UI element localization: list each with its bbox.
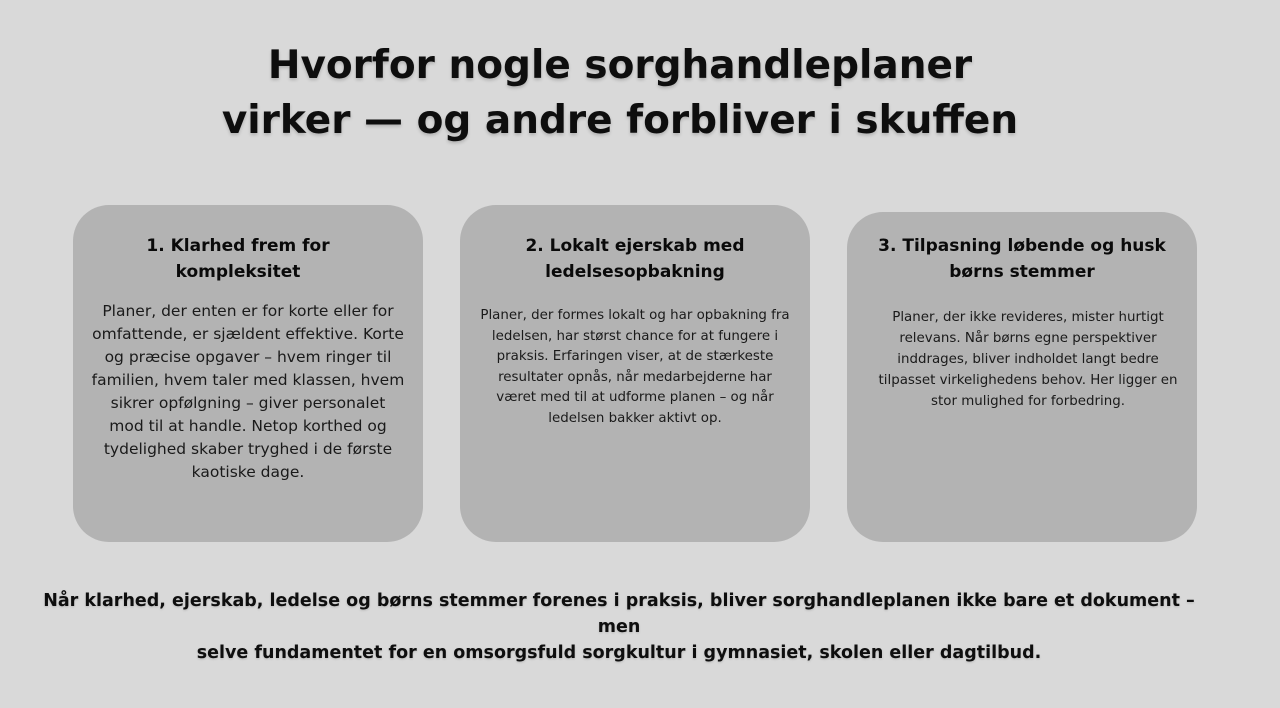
card-adaptation [847,212,1197,542]
page-title [140,38,1100,148]
page-title-line-2: virker — og andre forbliver i skuffen [221,98,1019,143]
card-title-line-1: 1. Klarhed frem for [146,236,330,256]
card-title-line-2: børns stemmer [949,262,1095,282]
conclusion-text [20,588,1218,666]
card-title [867,233,1177,285]
conclusion-line-1: Når klarhed, ejerskab, ledelse og børns stemmer forenes i praksis, bliver sorghandleplanen ikke bare et dokument – men [43,591,1195,637]
card-ownership [460,205,810,542]
card-title-line-1: 3. Tilpasning løbende og husk [878,236,1166,256]
card-body: Planer, der formes lokalt og har opbakning fra ledelsen, har størst chance for at fungere i praksis. Erfaringen viser, at de stærkeste resultater opnås, når medarbejderne har været med til at udforme planen – og når ledelsen bakker aktivt op. [480,308,790,426]
card-clarity [73,205,423,542]
card-title-line-2: ledelsesopbakning [545,262,725,282]
card-title-line-1: 2. Lokalt ejerskab med [525,236,745,256]
card-body: Planer, der ikke revideres, mister hurtigt relevans. Når børns egne perspektiver inddrages, bliver indholdet langt bedre tilpasset virkelighedens behov. Her ligger en stor mulighed for forbedring. [878,310,1178,409]
card-body: Planer, der enten er for korte eller for omfattende, er sjældent effektive. Korte og præcise opgaver – hvem ringer til familien, hvem taler med klassen, hvem sikrer opfølgning – giver personalet mod til at handle. Netop korthed og tydelighed skaber tryghed i de første kaotiske dage. [91,302,405,481]
card-title [113,233,363,285]
card-title-line-2: kompleksitet [175,262,301,282]
page-title-line-1: Hvorfor nogle sorghandleplaner [267,43,973,88]
card-title [480,233,790,285]
conclusion-line-2: selve fundamentet for en omsorgsfuld sorgkultur i gymnasiet, skolen eller dagtilbud. [196,643,1042,663]
